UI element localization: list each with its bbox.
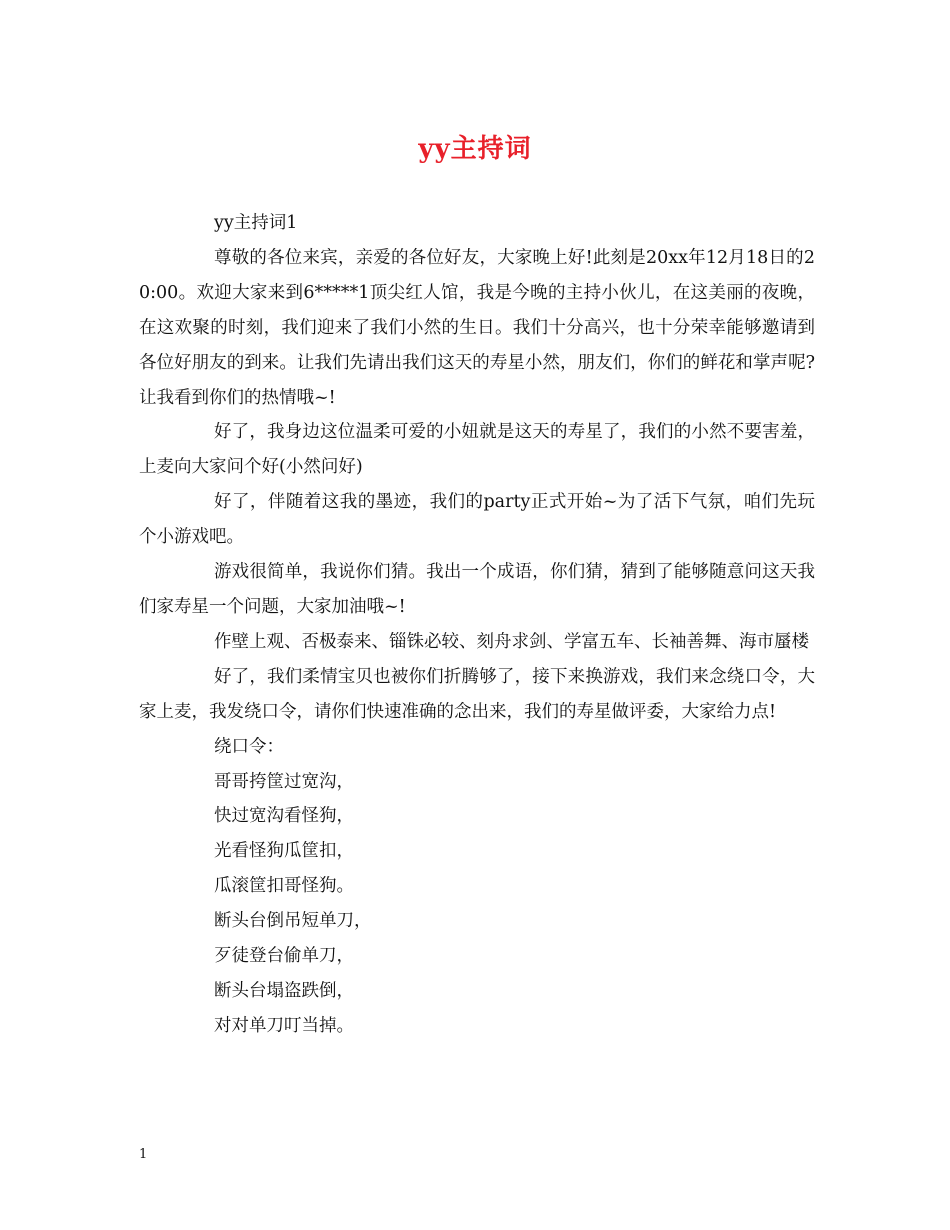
tongue-twister-line: 快过宽沟看怪狗，: [214, 806, 354, 827]
tongue-twister-line: 断头台塌盗跌倒，: [214, 980, 354, 1001]
tongue-twister-line: 瓜滚筐扣哥怪狗。: [214, 876, 354, 897]
tongue-twister-line: 断头台倒吊短单刀，: [214, 911, 372, 932]
tongue-twister-label: 绕口令：: [214, 736, 284, 757]
paragraph: 好了，我身边这位温柔可爱的小妞就是这天的寿星了，我们的小然不要害羞，上麦向大家问个好(小然问好): [139, 422, 815, 478]
tongue-twister-line: 光看怪狗瓜筐扣，: [214, 841, 354, 862]
document-body: [139, 206, 815, 1044]
tongue-twister-line: 对对单刀叮当掉。: [214, 1015, 354, 1036]
page-number: 1: [139, 1147, 148, 1162]
tongue-twister-line: 哥哥挎筐过宽沟，: [214, 771, 354, 792]
paragraph: 作壁上观、否极泰来、锱铢必较、刻舟求剑、学富五车、长袖善舞、海市蜃楼: [214, 631, 809, 652]
paragraph: 游戏很简单，我说你们猜。我出一个成语，你们猜，猜到了能够随意问这天我们家寿星一个问题，大家加油哦~!: [139, 562, 815, 617]
section-heading: yy主持词1: [214, 213, 298, 233]
paragraph: 好了，我们柔情宝贝也被你们折腾够了，接下来换游戏，我们来念绕口令，大家上麦，我发绕口令，请你们快速准确的念出来，我们的寿星做评委，大家给力点!: [139, 666, 815, 722]
paragraph: 尊敬的各位来宾，亲爱的各位好友，大家晚上好!此刻是20xx年12月18日的20:00。欢迎大家来到6*****1顶尖红人馆，我是今晚的主持小伙儿，在这美丽的夜晚，在这欢聚的时刻，我们迎来了我们小然的生日。我们十分高兴，也十分荣幸能够邀请到各位好朋友的到来。让我们先请出我们这天的寿星小然，朋友们，你们的鲜花和掌声呢?让我看到你们的热情哦~!: [139, 247, 815, 408]
document-title: yy主持词: [418, 134, 532, 164]
tongue-twister-line: 歹徒登台偷单刀，: [214, 946, 354, 967]
paragraph: 好了，伴随着这我的墨迹，我们的party正式开始~为了活下气氛，咱们先玩个小游戏吧。: [139, 492, 815, 548]
